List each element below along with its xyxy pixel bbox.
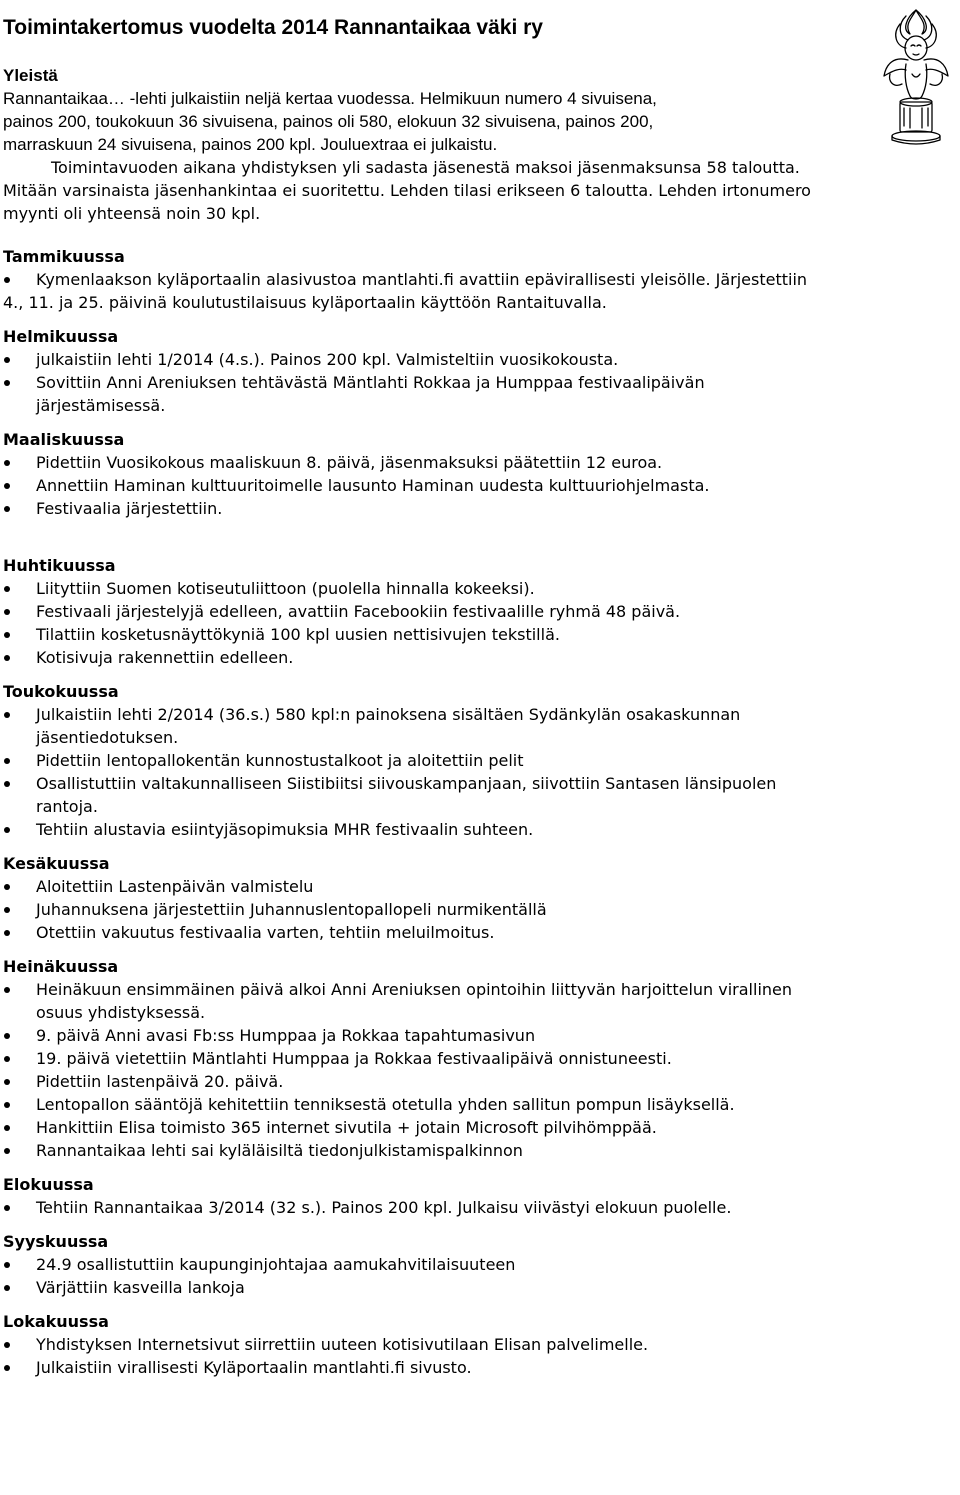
month-items bbox=[3, 978, 958, 1162]
bullet-icon bbox=[4, 1205, 10, 1211]
month-items bbox=[3, 1253, 958, 1299]
bullet-icon bbox=[4, 483, 10, 489]
monthly-report bbox=[3, 245, 958, 1379]
list-item: Kotisivuja rakennettiin edelleen. bbox=[3, 646, 958, 669]
bullet-icon bbox=[4, 1079, 10, 1085]
list-item: Värjättiin kasveilla lankoja bbox=[3, 1276, 958, 1299]
list-item: Tehtiin alustavia esiintyjäsopimuksia MHR festivaalin suhteen. bbox=[3, 818, 958, 841]
list-item: Juhannuksena järjestettiin Juhannuslentopallopeli nurmikentällä bbox=[3, 898, 958, 921]
month-items bbox=[3, 703, 958, 841]
bullet-icon bbox=[4, 827, 10, 833]
list-item: Aloitettiin Lastenpäivän valmistelu bbox=[3, 875, 958, 898]
list-item: Pidettiin lastenpäivä 20. päivä. bbox=[3, 1070, 958, 1093]
month-heading: Maaliskuussa bbox=[3, 430, 125, 449]
bullet-icon bbox=[4, 1125, 10, 1131]
intro-line: Rannantaikaa… -lehti julkaistiin neljä kertaa vuodessa. Helmikuun numero 4 sivuisena, bbox=[3, 89, 657, 108]
document-title: Toimintakertomus vuodelta 2014 Rannantaikaa väki ry bbox=[3, 16, 543, 39]
intro-line: Mitään varsinaista jäsenhankintaa ei suoritettu. Lehden tilasi erikseen 6 taloutta. Lehden irtonumero bbox=[3, 181, 811, 200]
bullet-icon bbox=[4, 586, 10, 592]
bullet-icon bbox=[4, 781, 10, 787]
month-items bbox=[3, 1333, 958, 1379]
bullet-icon bbox=[4, 1365, 10, 1371]
list-item-continuation: 4., 11. ja 25. päivinä koulutustilaisuus kyläportaalin käyttöön Rantaituvalla. bbox=[3, 293, 607, 312]
list-item: Heinäkuun ensimmäinen päivä alkoi Anni Areniuksen opintoihin liittyvän harjoittelun virallinen osuus yhdistyksessä. bbox=[3, 978, 958, 1024]
bullet-icon bbox=[4, 506, 10, 512]
bullet-icon bbox=[4, 460, 10, 466]
intro-section bbox=[3, 64, 863, 225]
month-items bbox=[3, 577, 958, 669]
bullet-icon bbox=[4, 1262, 10, 1268]
bullet-icon bbox=[4, 930, 10, 936]
intro-line: marraskuun 24 sivuisena, painos 200 kpl. Jouluextraa ei julkaistu. bbox=[3, 135, 498, 154]
month-heading: Tammikuussa bbox=[3, 247, 125, 266]
bullet-icon bbox=[4, 884, 10, 890]
list-item: 9. päivä Anni avasi Fb:ss Humppaa ja Rokkaa tapahtumasivun bbox=[3, 1024, 958, 1047]
list-item: Kymenlaakson kyläportaalin alasivustoa mantlahti.fi avattiin epävirallisesti yleisölle. Järjestettiin bbox=[3, 268, 958, 291]
bullet-icon bbox=[4, 712, 10, 718]
bullet-icon bbox=[4, 1148, 10, 1154]
list-item: Hankittiin Elisa toimisto 365 internet sivutila + jotain Microsoft pilvihömppää. bbox=[3, 1116, 958, 1139]
bullet-icon bbox=[4, 1033, 10, 1039]
bullet-icon bbox=[4, 1056, 10, 1062]
bullet-icon bbox=[4, 1102, 10, 1108]
list-item: Osallistuttiin valtakunnalliseen Siistibiitsi siivouskampanjaan, siivottiin Santasen länsipuolen rantoja. bbox=[3, 772, 958, 818]
month-heading: Helmikuussa bbox=[3, 327, 119, 346]
list-item: julkaistiin lehti 1/2014 (4.s.). Painos 200 kpl. Valmisteltiin vuosikokousta. bbox=[3, 348, 958, 371]
list-item: Otettiin vakuutus festivaalia varten, tehtiin meluilmoitus. bbox=[3, 921, 958, 944]
list-item: Pidettiin Vuosikokous maaliskuun 8. päivä, jäsenmaksuksi päätettiin 12 euroa. bbox=[3, 451, 958, 474]
intro-heading: Yleistä bbox=[3, 66, 58, 85]
bullet-icon bbox=[4, 987, 10, 993]
fairy-candle-logo-icon bbox=[876, 4, 956, 146]
list-item: Tilattiin kosketusnäyttökyniä 100 kpl uusien nettisivujen tekstillä. bbox=[3, 623, 958, 646]
bullet-icon bbox=[4, 758, 10, 764]
bullet-icon bbox=[4, 1285, 10, 1291]
list-item: Festivaalia järjestettiin. bbox=[3, 497, 958, 520]
bullet-icon bbox=[4, 609, 10, 615]
list-item: Rannantaikaa lehti sai kyläläisiltä tiedonjulkistamispalkinnon bbox=[3, 1139, 958, 1162]
month-heading: Elokuussa bbox=[3, 1175, 94, 1194]
list-item: Liityttiin Suomen kotiseutuliittoon (puolella hinnalla kokeeksi). bbox=[3, 577, 958, 600]
list-item: Sovittiin Anni Areniuksen tehtävästä Mäntlahti Rokkaa ja Humppaa festivaalipäivän järjestämisessä. bbox=[3, 371, 958, 417]
intro-line: painos 200, toukokuun 36 sivuisena, painos oli 580, elokuun 32 sivuisena, painos 200, bbox=[3, 112, 654, 131]
list-item: 19. päivä vietettiin Mäntlahti Humppaa ja Rokkaa festivaalipäivä onnistuneesti. bbox=[3, 1047, 958, 1070]
month-items bbox=[3, 348, 958, 417]
list-item: Julkaistiin lehti 2/2014 (36.s.) 580 kpl:n painoksena sisältäen Sydänkylän osakaskunnan jäsentiedotuksen. bbox=[3, 703, 958, 749]
list-item: Festivaali järjestelyjä edelleen, avattiin Facebookiin festivaalille ryhmä 48 päivä. bbox=[3, 600, 958, 623]
list-item: Tehtiin Rannantaikaa 3/2014 (32 s.). Painos 200 kpl. Julkaisu viivästyi elokuun puolelle. bbox=[3, 1196, 958, 1219]
bullet-icon bbox=[4, 357, 10, 363]
list-item: Lentopallon sääntöjä kehitettiin tenniksestä otetulla yhden sallitun pompun lisäyksellä. bbox=[3, 1093, 958, 1116]
bullet-icon bbox=[4, 632, 10, 638]
month-items bbox=[3, 268, 958, 291]
bullet-icon bbox=[4, 655, 10, 661]
month-items bbox=[3, 451, 958, 520]
month-heading: Syyskuussa bbox=[3, 1232, 109, 1251]
month-heading: Toukokuussa bbox=[3, 682, 119, 701]
month-heading: Heinäkuussa bbox=[3, 957, 119, 976]
month-items bbox=[3, 875, 958, 944]
month-heading: Lokakuussa bbox=[3, 1312, 109, 1331]
bullet-icon bbox=[4, 1342, 10, 1348]
intro-line: myynti oli yhteensä noin 30 kpl. bbox=[3, 204, 261, 223]
list-item: Julkaistiin virallisesti Kyläportaalin mantlahti.fi sivusto. bbox=[3, 1356, 958, 1379]
month-items bbox=[3, 1196, 958, 1219]
month-heading: Kesäkuussa bbox=[3, 854, 110, 873]
bullet-icon bbox=[4, 277, 10, 283]
list-item: Yhdistyksen Internetsivut siirrettiin uuteen kotisivutilaan Elisan palvelimelle. bbox=[3, 1333, 958, 1356]
list-item: Annettiin Haminan kulttuuritoimelle lausunto Haminan uudesta kulttuuriohjelmasta. bbox=[3, 474, 958, 497]
intro-line: Toimintavuoden aikana yhdistyksen yli sadasta jäsenestä maksoi jäsenmaksunsa 58 taloutta. bbox=[51, 158, 800, 177]
bullet-icon bbox=[4, 380, 10, 386]
bullet-icon bbox=[4, 907, 10, 913]
list-item: 24.9 osallistuttiin kaupunginjohtajaa aamukahvitilaisuuteen bbox=[3, 1253, 958, 1276]
month-heading: Huhtikuussa bbox=[3, 556, 116, 575]
list-item: Pidettiin lentopallokentän kunnostustalkoot ja aloitettiin pelit bbox=[3, 749, 958, 772]
